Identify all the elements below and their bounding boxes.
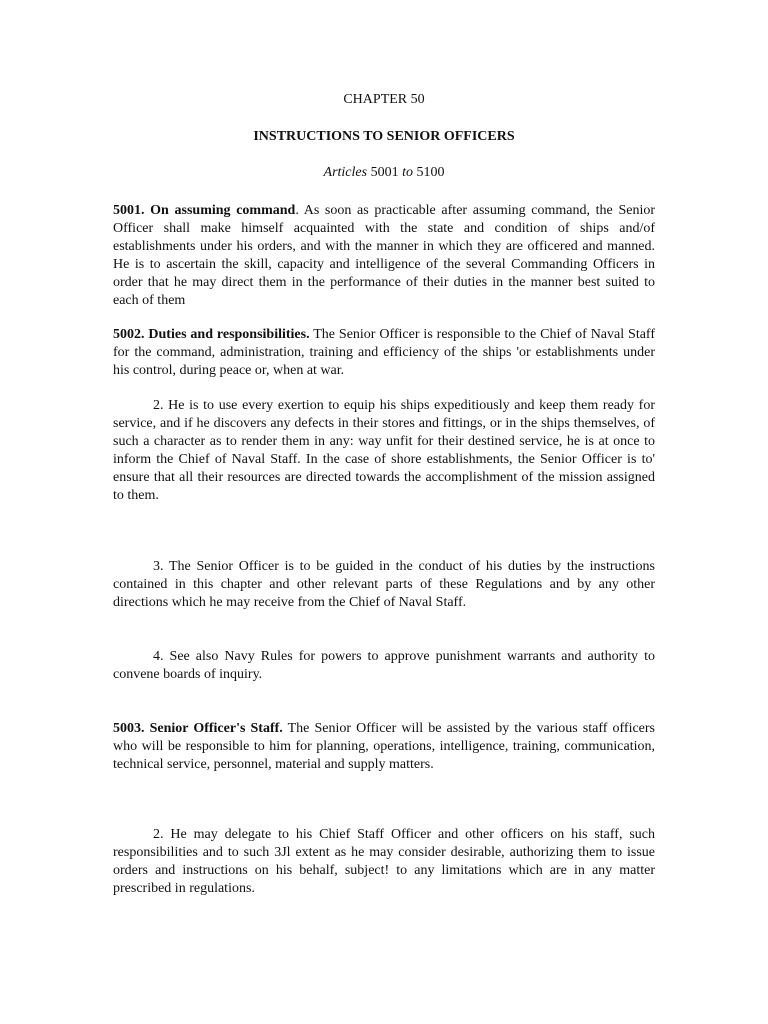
article-5002-clause-4: 4. See also Navy Rules for powers to approve punishment warrants and authority to convene boards of inquiry. xyxy=(113,649,655,682)
articles-to-word: to xyxy=(402,165,413,180)
article-5001-paragraph xyxy=(113,202,655,310)
article-5003-paragraph xyxy=(113,720,655,774)
article-5001-text: . As soon as practicable after assuming command, the Senior Officer shall make himself acquainted with the state and condition of ships and/of establishments under his orders, and with the manner in which they are officered and manned. He is to ascertain the skill, capacity and intelligence of the several Commanding Officers in order that he may direct them in the performance of their duties in the manner best suited to each of them xyxy=(113,203,655,308)
article-5002-heading: 5002. Duties and responsibilities. xyxy=(113,327,310,342)
article-5003-clause-2: 2. He may delegate to his Chief Staff Officer and other officers on his staff, such responsibilities and to such 3Jl extent as he may consider desirable, authorizing them to issue orders and instructions on his behalf, subject! to any limitations which are in any matter prescribed in regulations. xyxy=(113,827,655,896)
articles-word: Articles xyxy=(323,165,368,180)
articles-range xyxy=(0,165,768,181)
articles-to: 5100 xyxy=(416,165,445,180)
article-5003-heading: 5003. Senior Officer's Staff. xyxy=(113,721,283,736)
article-5002-paragraph xyxy=(113,326,655,380)
chapter-title: INSTRUCTIONS TO SENIOR OFFICERS xyxy=(253,129,515,144)
articles-from: 5001 xyxy=(370,165,399,180)
article-5002-clause-3: 3. The Senior Officer is to be guided in the conduct of his duties by the instructions contained in this chapter and other relevant parts of these Regulations and by any other directions which he may receive from the Chief of Naval Staff. xyxy=(113,559,655,610)
article-5002-text: The Senior Officer is responsible to the Chief of Naval Staff for the command, administration, training and efficiency of the ships 'or establishments under his control, during peace or, when at war. xyxy=(113,327,655,378)
article-5001-heading: 5001. On assuming command xyxy=(113,203,296,218)
chapter-heading: CHAPTER 50 xyxy=(343,92,425,107)
article-5002-clause-2: 2. He is to use every exertion to equip his ships expeditiously and keep them ready for service, and if he discovers any defects in their stores and fittings, or in the ships themselves, of such a character as to render them in any: way unfit for their destined service, he is at once to inform the Chief of Naval Staff. In the case of shore establishments, the Senior Officer is to' ensure that all their resources are directed towards the accomplishment of the mission assigned to them. xyxy=(113,398,655,503)
article-5003-text: The Senior Officer will be assisted by the various staff officers who will be responsible to him for planning, operations, intelligence, training, communication, technical service, personnel, material and supply matters. xyxy=(113,721,655,772)
